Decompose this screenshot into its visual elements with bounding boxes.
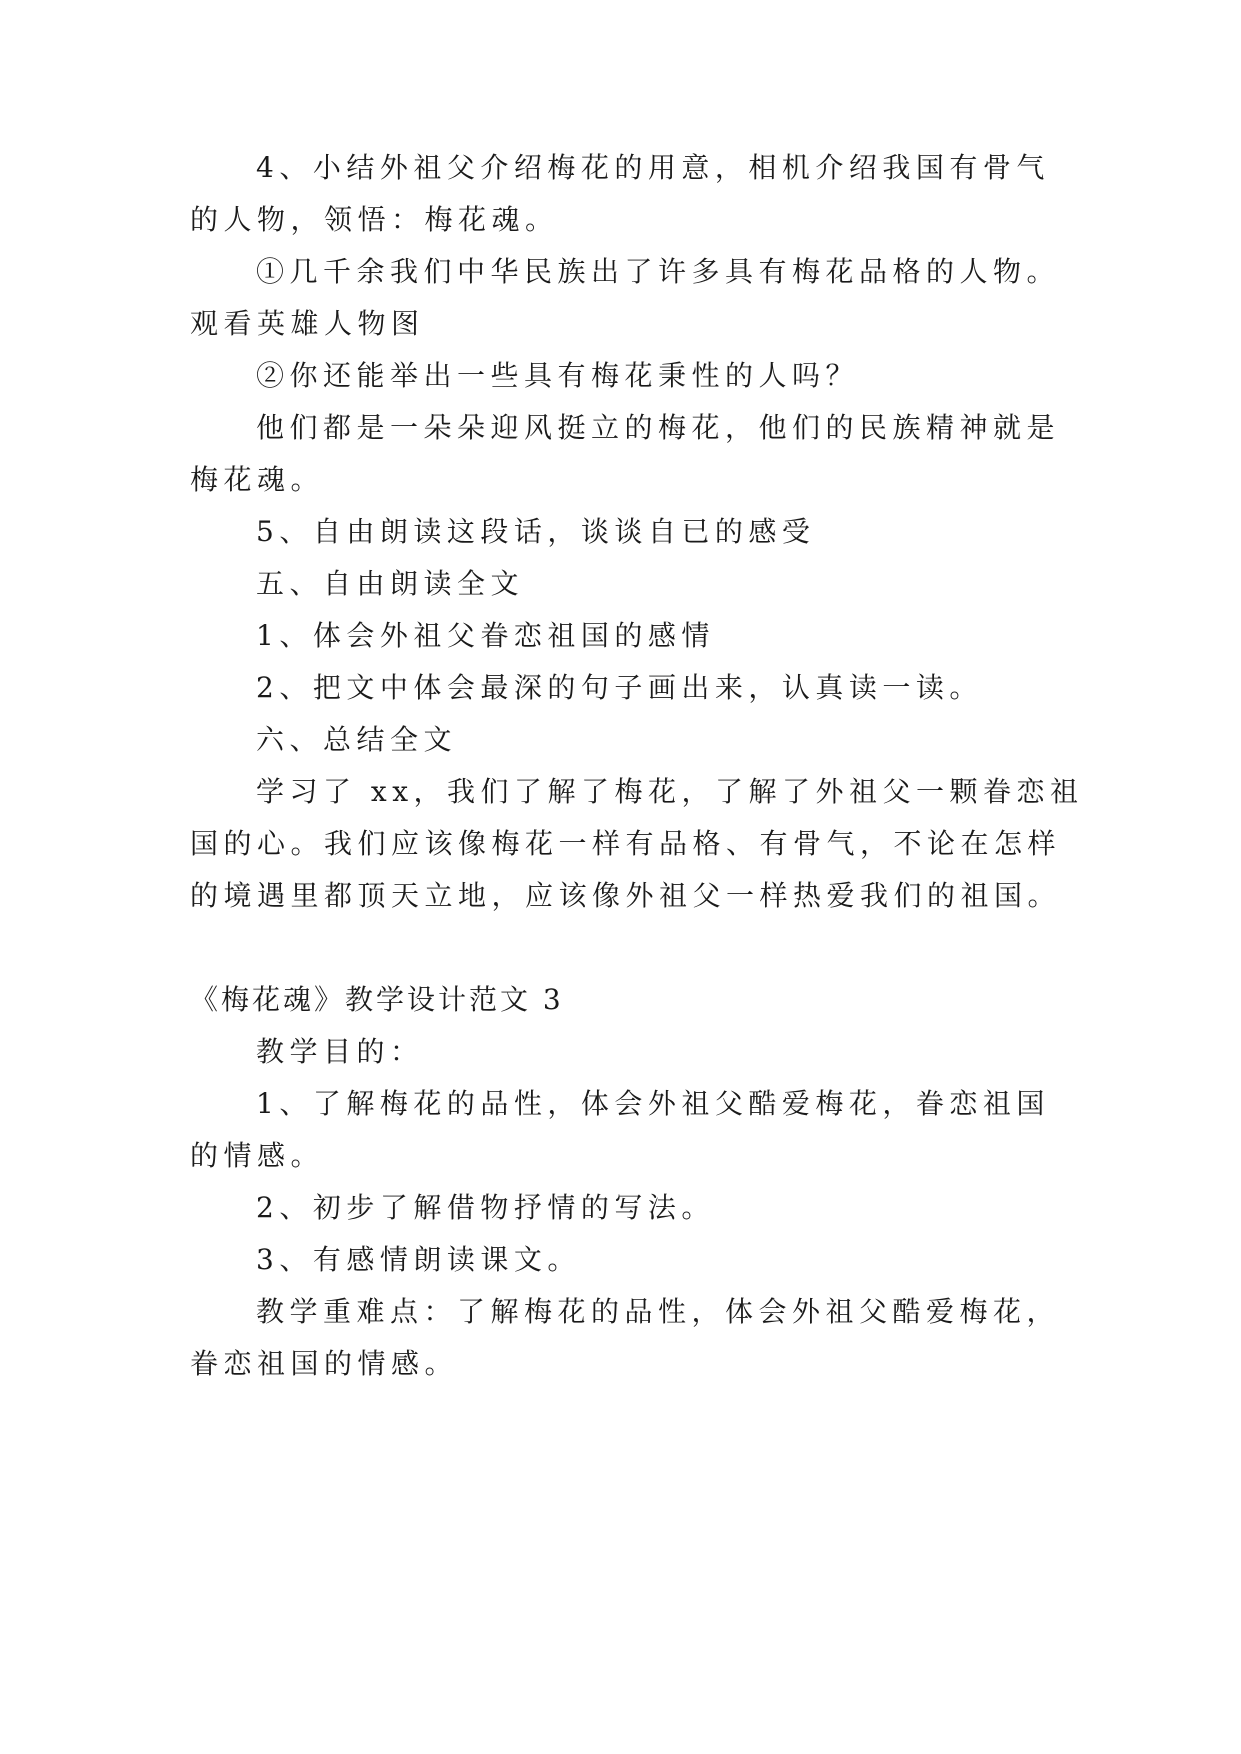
paragraph-line: 的情感。 (190, 1139, 325, 1172)
paragraph-line: ①几千余我们中华民族出了许多具有梅花品格的人物。 (256, 255, 1061, 288)
paragraph-line: 梅花魂。 (190, 463, 325, 496)
paragraph-line: 2、初步了解借物抒情的写法。 (256, 1191, 715, 1224)
paragraph-line: 5、自由朗读这段话，谈谈自已的感受 (256, 515, 816, 548)
section-heading: 六、总结全文 (256, 723, 458, 756)
document-title: 《梅花魂》教学设计范文 3 (190, 983, 564, 1016)
paragraph-line: 1、了解梅花的品性，体会外祖父酷爱梅花，眷恋祖国 (256, 1087, 1050, 1120)
paragraph-line: 国的心。我们应该像梅花一样有品格、有骨气，不论在怎样 (190, 827, 1062, 860)
paragraph-line: 4、小结外祖父介绍梅花的用意，相机介绍我国有骨气 (256, 151, 1050, 184)
paragraph-line: 观看英雄人物图 (190, 307, 425, 340)
paragraph-line: 眷恋祖国的情感。 (190, 1347, 459, 1380)
paragraph-line: 的境遇里都顶天立地，应该像外祖父一样热爱我们的祖国。 (190, 879, 1062, 912)
paragraph-line: 3、有感情朗读课文。 (256, 1243, 581, 1276)
paragraph-line: 1、体会外祖父眷恋祖国的感情 (256, 619, 715, 652)
paragraph-line: ②你还能举出一些具有梅花秉性的人吗？ (256, 359, 860, 392)
paragraph-line: 教学目的： (256, 1035, 424, 1068)
paragraph-line: 他们都是一朵朵迎风挺立的梅花，他们的民族精神就是 (256, 411, 1061, 444)
paragraph-line: 的人物，领悟：梅花魂。 (190, 203, 559, 236)
paragraph-line: 教学重难点：了解梅花的品性，体会外祖父酷爱梅花， (256, 1295, 1061, 1328)
paragraph-line: 学习了 xx，我们了解了梅花，了解了外祖父一颗眷恋祖 (256, 775, 1084, 808)
section-heading: 五、自由朗读全文 (256, 567, 525, 600)
paragraph-line: 2、把文中体会最深的句子画出来，认真读一读。 (256, 671, 983, 704)
